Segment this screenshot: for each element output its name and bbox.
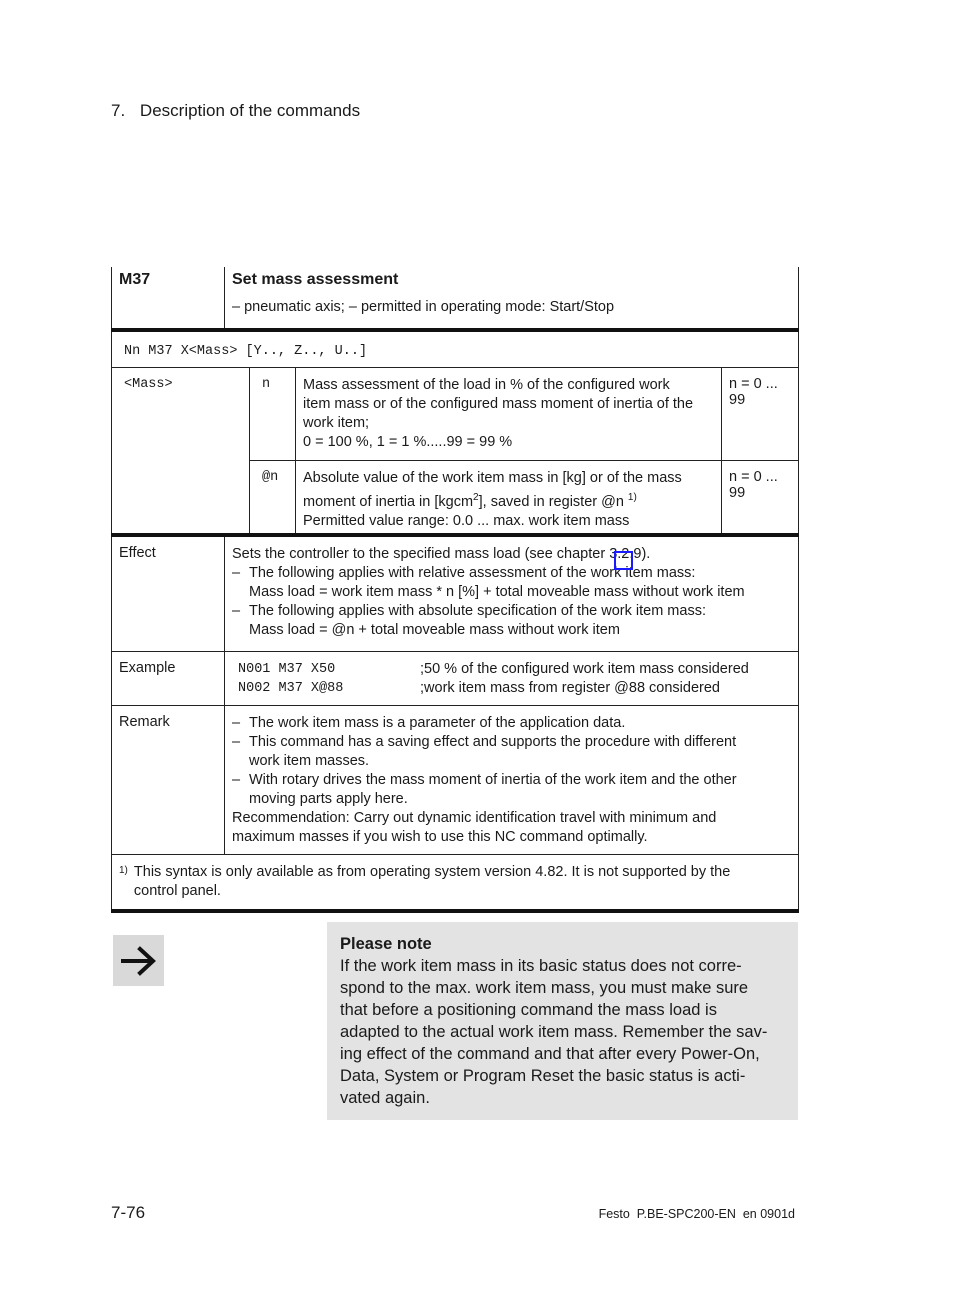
param-row bbox=[250, 460, 798, 533]
list-item: – The following applies with relative assessment of the work item mass: bbox=[232, 565, 696, 581]
list-item: – The following applies with absolute specification of the work item mass: bbox=[232, 603, 706, 619]
effect-intro: Sets the controller to the specified mass load (see chapter 3.2.9). bbox=[232, 546, 651, 562]
param-range: n = 0 ... 99 bbox=[729, 469, 778, 501]
command-title: Set mass assessment bbox=[232, 271, 399, 288]
please-note-box: Please note If the work item mass in its basic status does not corre- spond to the max. work item mass, you must make sure that before a positioning command the mass load is adapted to the actual work item mass. Remember the sav- ing effect of the command and that after every Power-On, Data, System or Program Reset the basic status is acti- vated again. bbox=[327, 922, 798, 1120]
command-subtitle: – pneumatic axis; – permitted in operating mode: Start/Stop bbox=[232, 299, 615, 315]
list-item: – The work item mass is a parameter of the application data. bbox=[232, 715, 626, 731]
footnote-ref: 1) bbox=[627, 492, 637, 503]
page-number: 7-76 bbox=[111, 1203, 146, 1222]
example-section bbox=[111, 651, 799, 705]
remark-section: Remark – The work item mass is a parameter of the application data. – This command has a saving effect and supports the procedure with different work item masses. – With rotary drives the mass moment of inertia of the work item and the other moving parts apply here. Recommendation: Carry out dynamic identification travel with minimum and maximum masses if you wish to use this NC command optimally. bbox=[111, 705, 799, 854]
thick-divider bbox=[111, 909, 799, 913]
command-code: M37 bbox=[112, 267, 225, 328]
document-reference: Festo P.BE-SPC200-EN en 0901d bbox=[598, 1207, 795, 1221]
list-item: – This command has a saving effect and supports the procedure with different bbox=[232, 734, 737, 750]
param-name: <Mass> bbox=[112, 368, 250, 533]
syntax-row bbox=[111, 332, 799, 368]
param-description: Absolute value of the work item mass in [kg] or of the mass moment of inertia in [kgcm$^2$], saved in register @n $^{1)}$ Permitted value range: 0.0 ... max. work item mass bbox=[296, 461, 722, 533]
chapter-number: 7. bbox=[111, 101, 126, 120]
footnote-mark: 1) bbox=[119, 865, 128, 876]
command-table bbox=[111, 267, 799, 913]
effect-section: Effect Sets the controller to the specified mass load (see chapter 3.2.9). – The following applies with relative assessment of the work item mass: Mass load = work item mass * n [%] + total moveable mass without work item – The following applies with absolute specification of the work item mass: Mass load = @n + total moveable mass without work item bbox=[111, 537, 799, 651]
remark-label: Remark bbox=[112, 706, 225, 854]
example-line: N002 M37 X@88 ;work item mass from register @88 considered bbox=[238, 680, 720, 696]
selection-cursor bbox=[614, 551, 633, 570]
chapter-header bbox=[111, 101, 360, 121]
list-item: – With rotary drives the mass moment of inertia of the work item and the other bbox=[232, 772, 737, 788]
example-line: N001 M37 X50 ;50 % of the configured work item mass considered bbox=[238, 661, 749, 677]
param-symbol: @n bbox=[250, 461, 296, 533]
effect-label: Effect bbox=[112, 537, 225, 651]
param-range: n = 0 ... 99 bbox=[729, 376, 778, 408]
footnote: 1) This syntax is only available as from operating system version 4.82. It is not supported by the control panel. bbox=[111, 854, 799, 909]
note-heading: Please note bbox=[340, 935, 432, 953]
param-row bbox=[250, 368, 798, 460]
params-block bbox=[111, 368, 799, 533]
chapter-title: Description of the commands bbox=[139, 101, 361, 120]
param-description: Mass assessment of the load in % of the configured work item mass or of the configured mass moment of inertia of the work item; 0 = 100 %, 1 = 1 %.....99 = 99 % bbox=[296, 368, 722, 460]
command-syntax: Nn M37 X<Mass> [Y.., Z.., U..] bbox=[124, 344, 368, 359]
arrow-right-icon bbox=[113, 935, 164, 986]
example-label: Example bbox=[112, 652, 225, 705]
param-symbol: n bbox=[250, 368, 296, 460]
command-title-row bbox=[111, 267, 799, 328]
